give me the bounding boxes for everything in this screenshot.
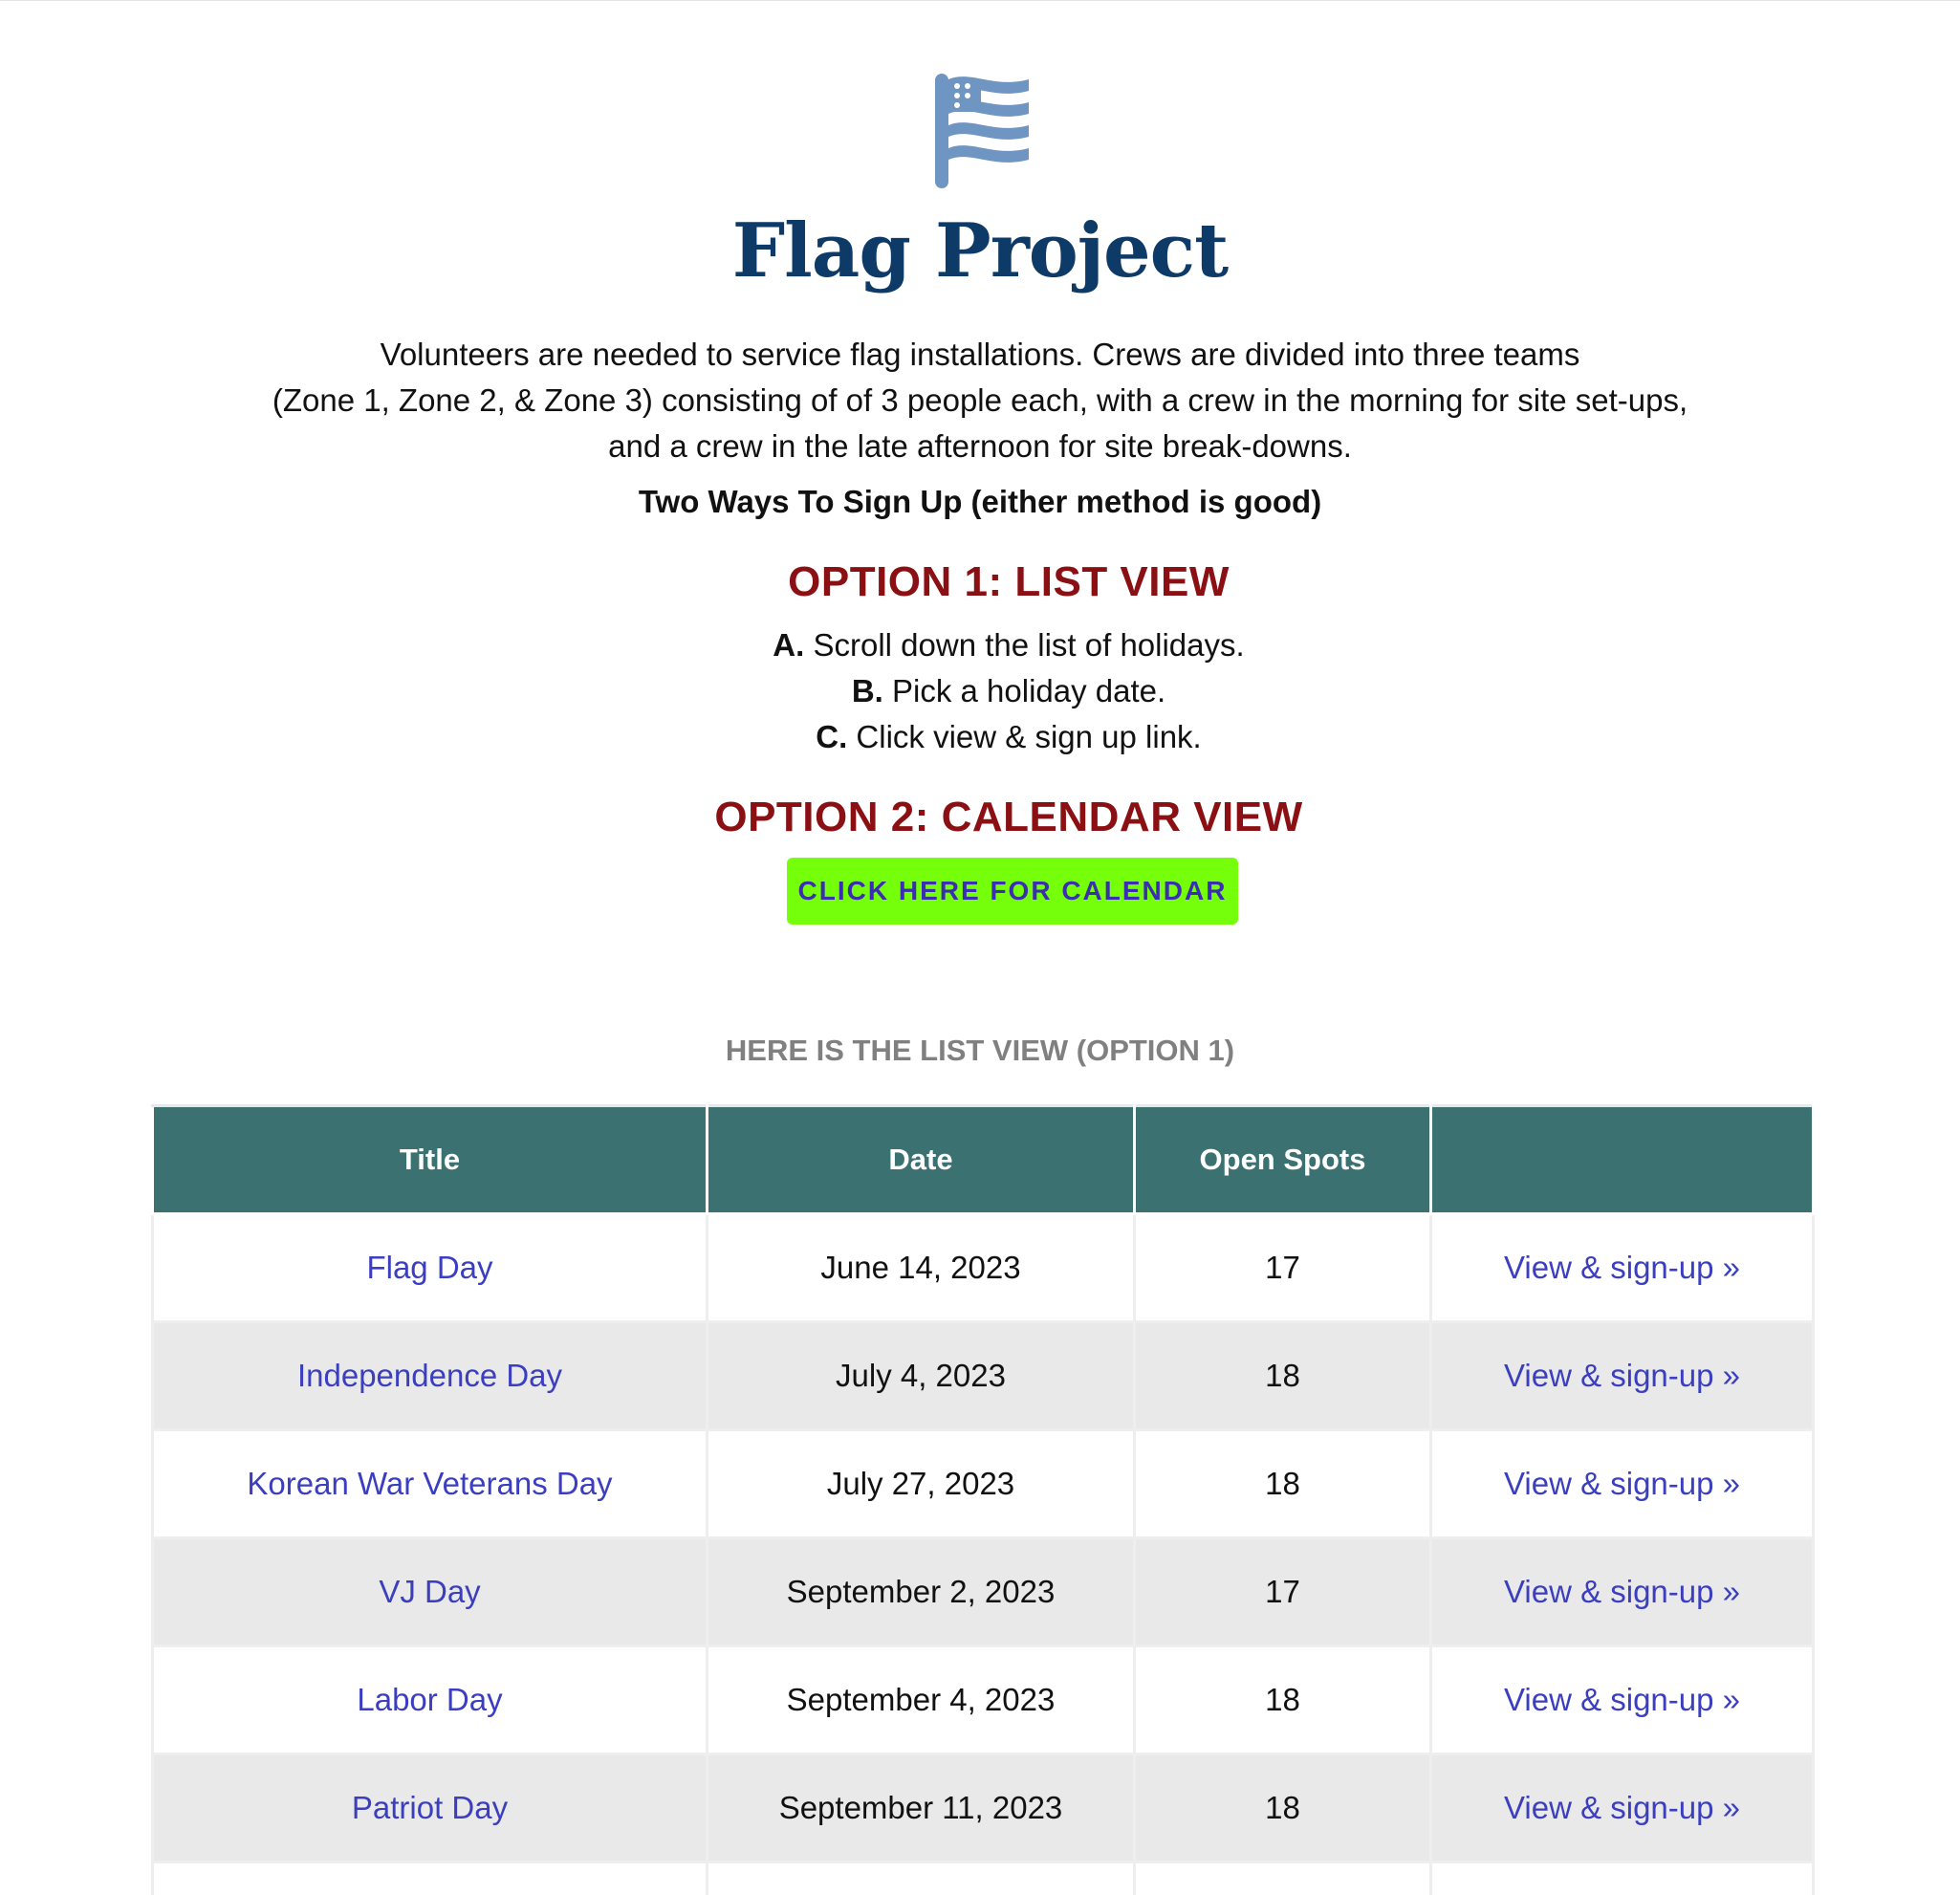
title-cell: [153, 1646, 708, 1754]
event-title-link[interactable]: Patriot Day: [351, 1790, 509, 1825]
title-cell: [153, 1538, 708, 1646]
open-spots-cell: 17: [1135, 1538, 1431, 1646]
action-cell: [1431, 1538, 1814, 1646]
signup-table: [151, 1104, 1815, 1895]
column-header-action: [1431, 1106, 1814, 1214]
table-row: [153, 1322, 1814, 1430]
event-title-link[interactable]: VJ Day: [379, 1574, 481, 1609]
step-text: Click view & sign up link.: [847, 719, 1202, 754]
title-cell: [153, 1754, 708, 1862]
date-cell: [708, 1862, 1135, 1895]
step-text: Pick a holiday date.: [882, 673, 1166, 708]
table-row: [153, 1430, 1814, 1538]
action-cell: [1431, 1646, 1814, 1754]
view-signup-link[interactable]: View & sign-up »: [1503, 1790, 1741, 1825]
title-cell: [153, 1322, 708, 1430]
column-header-date: Date: [708, 1106, 1135, 1214]
step-letter: B.: [851, 673, 883, 708]
event-title-link[interactable]: Flag Day: [366, 1250, 493, 1285]
action-cell: [1431, 1214, 1814, 1322]
open-spots-cell: 18: [1135, 1430, 1431, 1538]
event-title-link[interactable]: Labor Day: [357, 1682, 503, 1717]
open-spots-cell: 18: [1135, 1646, 1431, 1754]
view-signup-link[interactable]: View & sign-up »: [1503, 1358, 1741, 1393]
intro-line: (Zone 1, Zone 2, & Zone 3) consisting of of 3 people each, with a crew in the morning for site set-ups,: [272, 382, 1688, 418]
view-signup-link[interactable]: View & sign-up »: [1503, 1250, 1741, 1285]
option1-heading: OPTION 1: LIST VIEW: [788, 558, 1230, 605]
table-header-row: [153, 1106, 1814, 1214]
date-cell: September 11, 2023: [708, 1754, 1135, 1862]
open-spots-cell: 18: [1135, 1754, 1431, 1862]
table-row: [153, 1754, 1814, 1862]
action-cell: [1431, 1754, 1814, 1862]
table-row: [153, 1214, 1814, 1322]
event-title-link[interactable]: Independence Day: [296, 1358, 563, 1393]
step-letter: A.: [773, 627, 805, 663]
title-cell: [153, 1430, 708, 1538]
column-header-title: Title: [153, 1106, 708, 1214]
action-cell: [1431, 1430, 1814, 1538]
step-text: Scroll down the list of holidays.: [804, 627, 1245, 663]
open-spots-cell: 18: [1135, 1322, 1431, 1430]
intro-line: and a crew in the late afternoon for site break-downs.: [608, 428, 1352, 464]
table-row: [153, 1862, 1814, 1895]
table-row: [153, 1646, 1814, 1754]
date-cell: September 2, 2023: [708, 1538, 1135, 1646]
open-spots-cell: 17: [1135, 1214, 1431, 1322]
step-b: [29, 668, 1960, 714]
column-header-open-spots: Open Spots: [1135, 1106, 1431, 1214]
open-spots-cell: [1135, 1862, 1431, 1895]
title-cell: [153, 1862, 708, 1895]
intro-line: Volunteers are needed to service flag installations. Crews are divided into three teams: [380, 337, 1580, 372]
table-row: [153, 1538, 1814, 1646]
page-title: Flag Project: [731, 207, 1229, 294]
calendar-button[interactable]: CLICK HERE FOR CALENDAR: [787, 858, 1238, 925]
action-cell: [1431, 1322, 1814, 1430]
view-signup-link[interactable]: View & sign-up »: [1503, 1682, 1741, 1717]
option2-heading: OPTION 2: CALENDAR VIEW: [714, 794, 1303, 840]
list-view-label: HERE IS THE LIST VIEW (OPTION 1): [725, 1034, 1235, 1067]
step-c: [29, 714, 1960, 760]
flag-icon: [926, 72, 1038, 190]
signup-methods-heading: Two Ways To Sign Up (either method is good): [638, 484, 1322, 519]
view-signup-link[interactable]: View & sign-up »: [1503, 1574, 1741, 1609]
date-cell: June 14, 2023: [708, 1214, 1135, 1322]
title-cell: [153, 1214, 708, 1322]
date-cell: July 27, 2023: [708, 1430, 1135, 1538]
step-letter: C.: [816, 719, 848, 754]
option1-steps: [29, 622, 1960, 760]
action-cell: [1431, 1862, 1814, 1895]
step-a: [29, 622, 1960, 668]
intro-text: [191, 332, 1769, 469]
date-cell: September 4, 2023: [708, 1646, 1135, 1754]
date-cell: July 4, 2023: [708, 1322, 1135, 1430]
view-signup-link[interactable]: View & sign-up »: [1503, 1466, 1741, 1501]
event-title-link[interactable]: Korean War Veterans Day: [247, 1466, 613, 1501]
